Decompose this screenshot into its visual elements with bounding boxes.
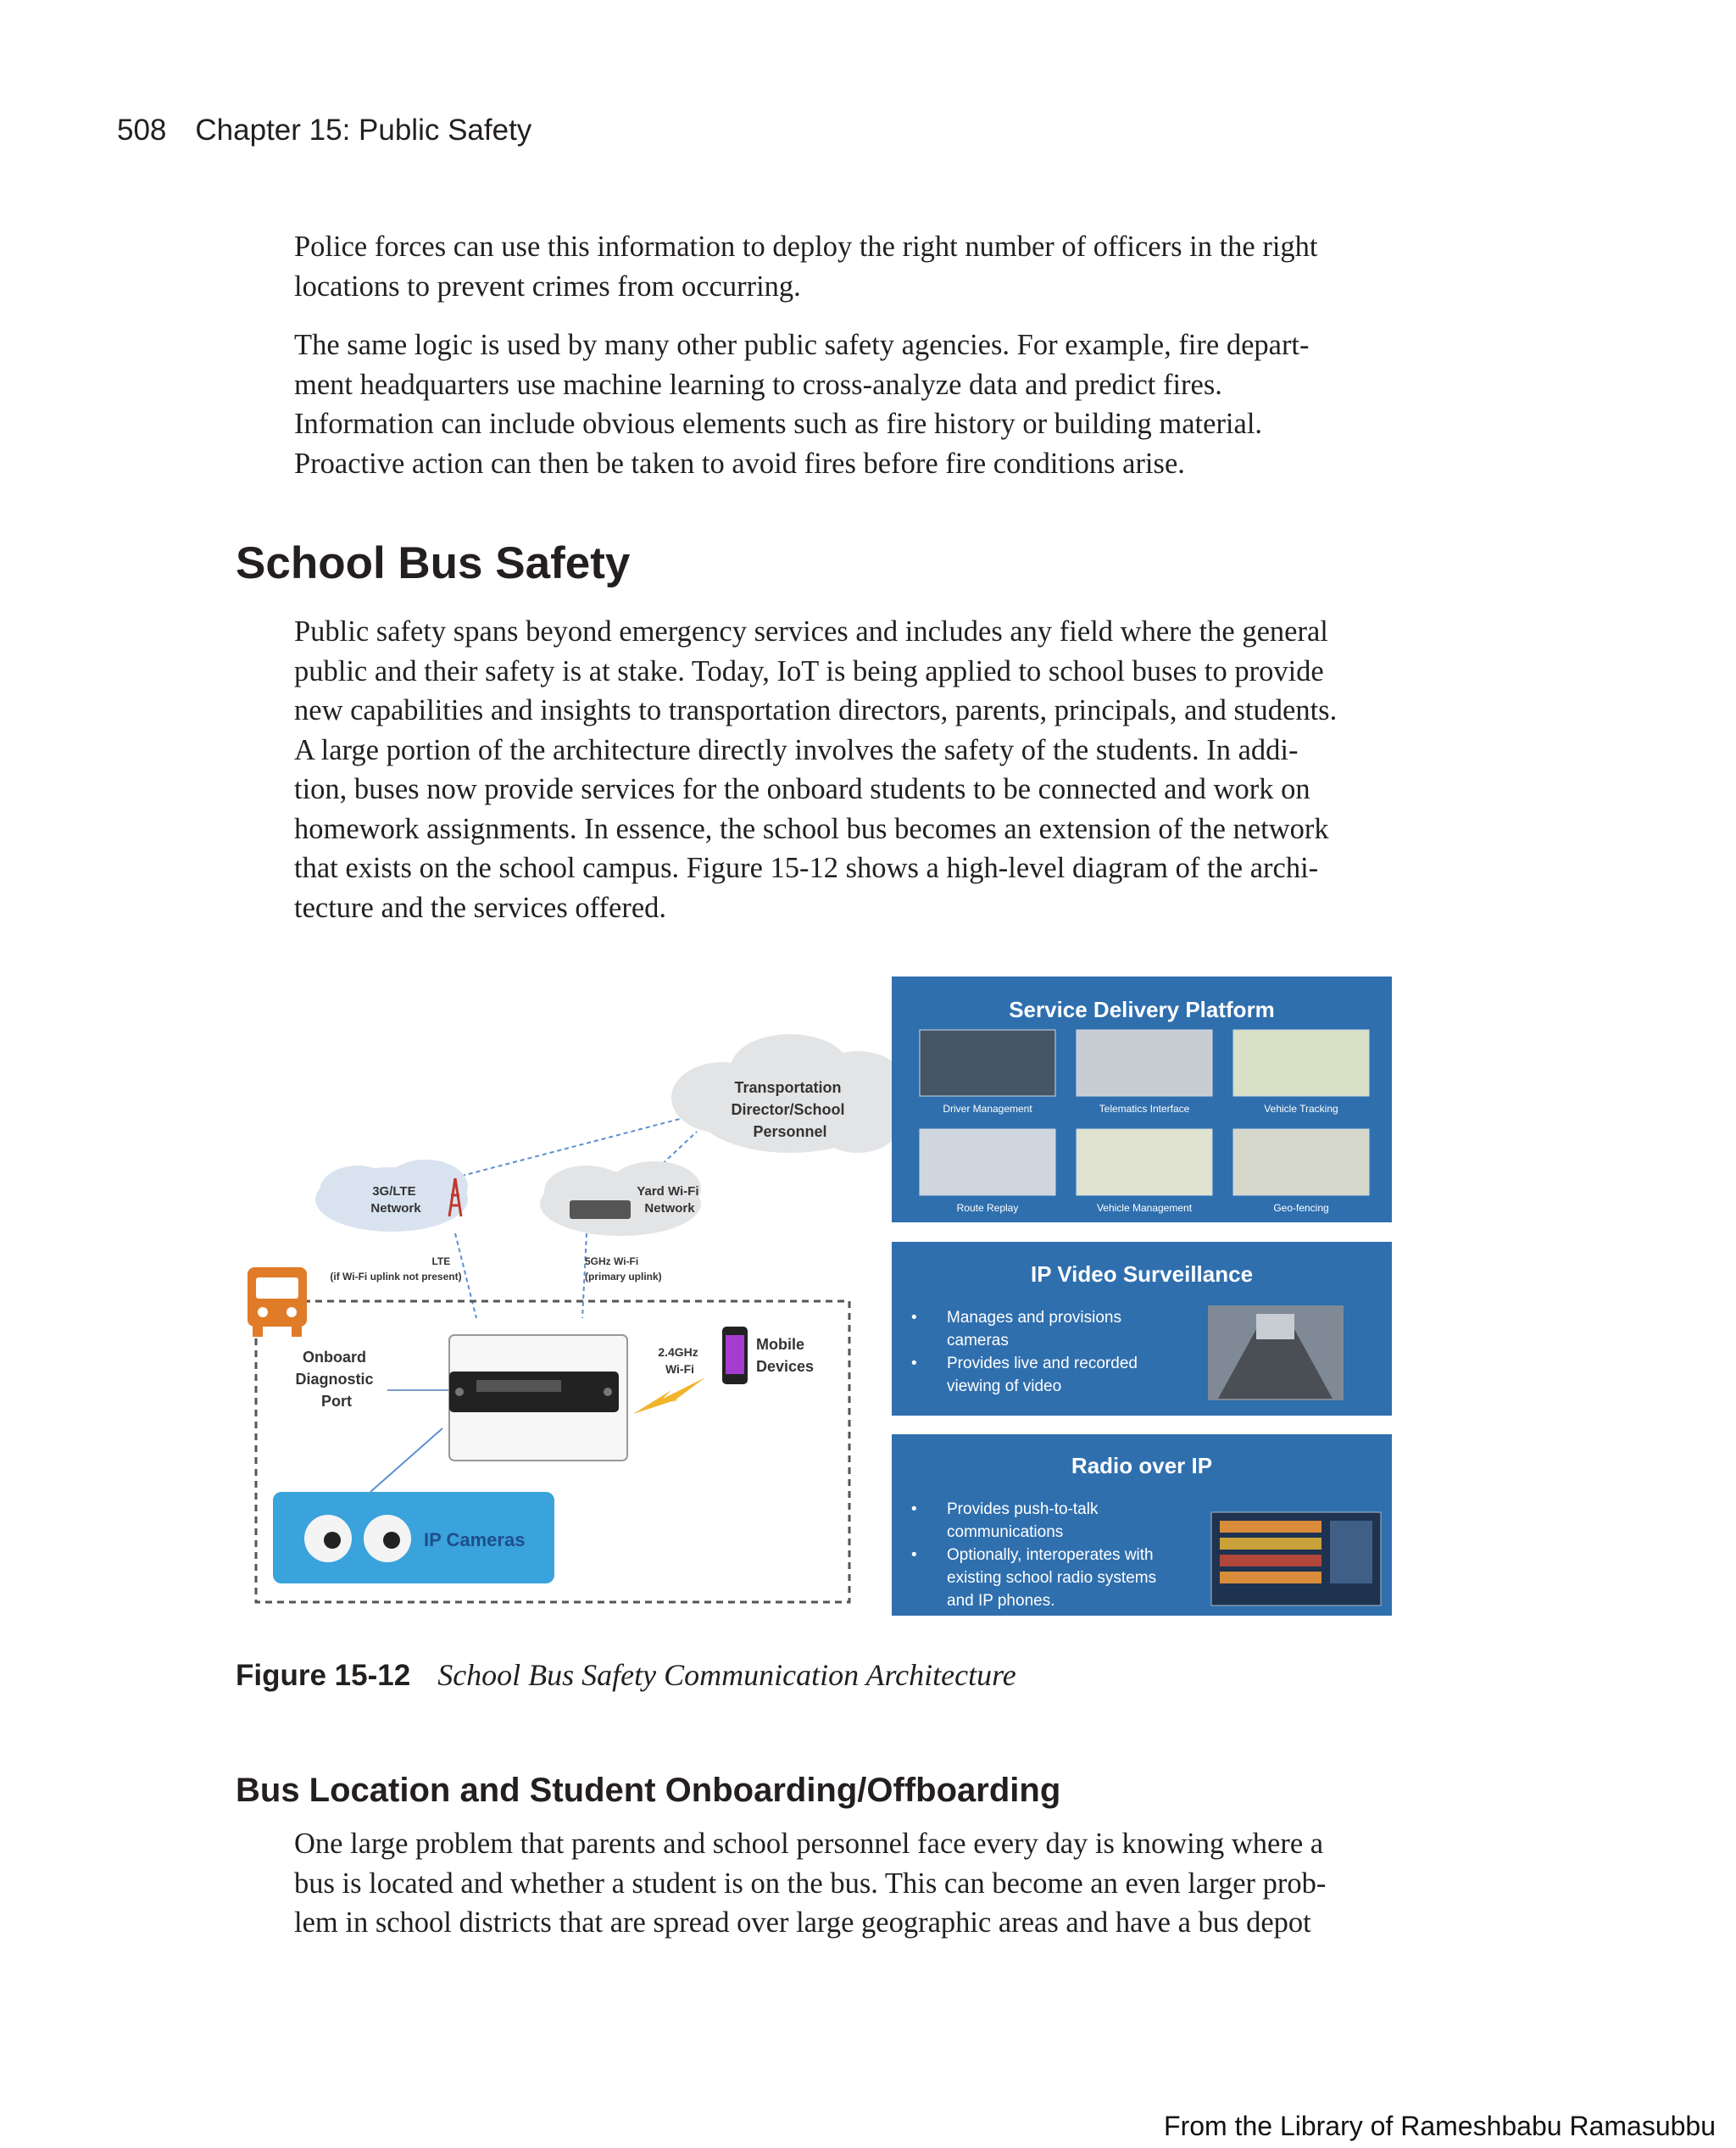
- lte-label: LTE (if Wi-Fi uplink not present): [330, 1255, 462, 1283]
- screenshot-tile: [920, 1129, 1055, 1195]
- link-line: [370, 1428, 442, 1492]
- tile-label: Vehicle Tracking: [1264, 1103, 1338, 1115]
- mobile-device-icon: [722, 1327, 748, 1384]
- text-line: ment headquarters use machine learning to cross-analyze data and predict fires.: [294, 368, 1222, 401]
- figure-caption: [236, 1657, 1016, 1693]
- bullet-item: • Manages and provisions cameras: [911, 1309, 1121, 1349]
- text-line: Police forces can use this information to deploy the right number of officers in the right: [294, 231, 1318, 263]
- text-line: The same logic is used by many other public safety agencies. For example, fire depart-: [294, 329, 1310, 361]
- chapter-title: Chapter 15: Public Safety: [195, 114, 532, 147]
- text-line: tion, buses now provide services for the onboard students to be connected and work on: [294, 773, 1310, 805]
- text-line: public and their safety is at stake. Today, IoT is being applied to school buses to provide: [294, 654, 1324, 687]
- text-line: homework assignments. In essence, the school bus becomes an extension of the network: [294, 812, 1329, 845]
- screenshot-tile: [1077, 1129, 1212, 1195]
- text-line: A large portion of the architecture directly involves the safety of the students. In addi-: [294, 733, 1299, 766]
- figure-number: Figure 15-12: [236, 1659, 411, 1692]
- panel-title: Service Delivery Platform: [1009, 997, 1275, 1022]
- intro-paragraph-1: [294, 227, 1447, 306]
- text-line: locations to prevent crimes from occurring.: [294, 270, 801, 303]
- bus-interior-photo: [1208, 1305, 1344, 1400]
- bullet-item: • Provides push-to-talk communications: [911, 1500, 1099, 1541]
- figure-title: School Bus Safety Communication Architecture: [437, 1658, 1016, 1692]
- camera-icon: [304, 1515, 352, 1562]
- tile-label: Driver Management: [943, 1103, 1032, 1115]
- intro-paragraph-2: [294, 326, 1447, 483]
- subsection-heading: Bus Location and Student Onboarding/Offboarding: [236, 1772, 1061, 1809]
- radio-console-screenshot: [1211, 1512, 1381, 1605]
- cloud-label: Transportation Director/School Personnel: [731, 1079, 845, 1140]
- tile-label: Telematics Interface: [1099, 1103, 1190, 1115]
- architecture-figure: [248, 949, 1426, 1628]
- screenshot-tile: [1077, 1030, 1212, 1096]
- mobile-devices-label: Mobile Devices: [756, 1336, 815, 1375]
- text-line: One large problem that parents and school personnel face every day is knowing where a: [294, 1828, 1324, 1860]
- yard-wifi-cloud: [540, 1161, 701, 1236]
- text-line: Public safety spans beyond emergency services and includes any field where the general: [294, 615, 1328, 648]
- library-footer: From the Library of Rameshbabu Ramasubbu: [1164, 2111, 1716, 2141]
- cloud-label: Yard Wi-Fi Network: [637, 1184, 699, 1216]
- service-delivery-panel: [892, 977, 1392, 1222]
- access-point-icon: [570, 1200, 631, 1219]
- wifi-24ghz-label: 2.4GHz Wi-Fi: [658, 1345, 698, 1376]
- tile-label: Geo-fencing: [1273, 1202, 1329, 1214]
- onboard-diagnostic-label: Onboard Diagnostic Port: [295, 1349, 374, 1410]
- section-heading: School Bus Safety: [236, 538, 631, 588]
- text-line: new capabilities and insights to transportation directors, parents, principals, and students.: [294, 694, 1338, 726]
- text-line: bus is located and whether a student is on the bus. This can become an even larger prob-: [294, 1867, 1327, 1900]
- text-line: that exists on the school campus. Figure 15-12 shows a high-level diagram of the archi-: [294, 852, 1319, 884]
- section-paragraph: [294, 612, 1447, 927]
- video-surveillance-panel: [892, 1242, 1392, 1416]
- text-line: Information can include obvious elements such as fire history or building material.: [294, 408, 1263, 440]
- bullet-item: • Provides live and recorded viewing of video: [911, 1355, 1138, 1395]
- text-line: tecture and the services offered.: [294, 891, 667, 924]
- camera-icon: [364, 1515, 411, 1562]
- ip-cameras-label: IP Cameras: [424, 1529, 526, 1550]
- wifi-5ghz-label: 5GHz Wi-Fi (primary uplink): [585, 1255, 662, 1283]
- running-head: [117, 114, 531, 147]
- bus-icon: [248, 1267, 307, 1337]
- page-number: 508: [117, 114, 167, 147]
- tile-label: Vehicle Management: [1096, 1202, 1193, 1214]
- radio-over-ip-panel: [892, 1434, 1392, 1616]
- bullet-item: • Optionally, interoperates with existing school radio systems and IP phones.: [911, 1546, 1157, 1610]
- router-icon: [449, 1372, 619, 1412]
- wireless-signal-icon: [633, 1377, 705, 1414]
- screenshot-tile: [1233, 1129, 1369, 1195]
- tile-label: Route Replay: [956, 1202, 1019, 1214]
- text-line: lem in school districts that are spread over large geographic areas and have a bus depot: [294, 1906, 1311, 1939]
- subsection-paragraph: [294, 1824, 1447, 1943]
- panel-title: IP Video Surveillance: [1030, 1261, 1254, 1287]
- screenshot-tile: [1233, 1030, 1369, 1096]
- text-line: Proactive action can then be taken to avoid fires before fire conditions arise.: [294, 447, 1185, 480]
- panel-title: Radio over IP: [1071, 1453, 1213, 1478]
- screenshot-tile: [920, 1030, 1055, 1096]
- cloud-label: 3G/LTE Network: [370, 1184, 421, 1216]
- architecture-diagram: [248, 949, 1426, 1628]
